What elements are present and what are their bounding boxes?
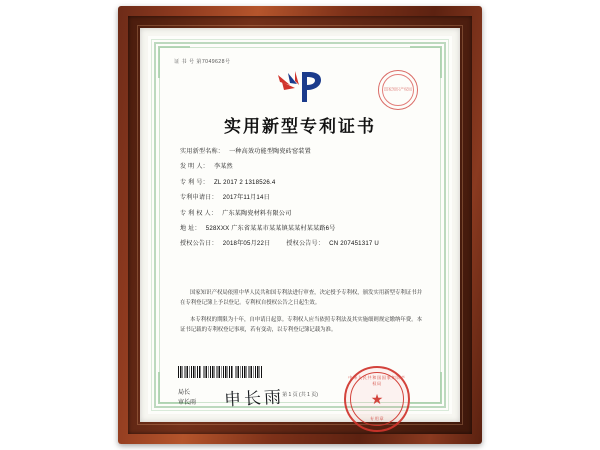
field-value: 528XXX 广东省某某市某某镇某某村某某路6号 [205, 225, 336, 233]
field-value: 广东某陶瓷材料有限公司 [222, 209, 292, 217]
seal-arc-text: 中华人民共和国国家知识产权局 [348, 375, 406, 386]
handwritten-signature: 申长雨 [223, 387, 285, 411]
page-footer: 第 1 页 (共 1 页) [282, 392, 318, 398]
field-row-grant-announcement [180, 240, 422, 248]
wooden-frame [118, 6, 482, 444]
field-label-grant-date: 授权公告日： [180, 240, 218, 248]
signature-title-line-1: 局长 [178, 390, 191, 396]
body-text [180, 288, 422, 342]
corner-ornament-top-right [410, 46, 442, 78]
field-label-grant-number: 授权公告号： [286, 240, 325, 248]
field-label: 地 址： [180, 225, 201, 233]
field-row-utility-model-name [180, 148, 422, 156]
field-label: 专 利 权 人： [180, 209, 218, 217]
field-value-grant-date: 2018年05月22日 [222, 240, 271, 248]
field-row-inventor [180, 163, 422, 171]
field-row-patentee [180, 210, 422, 218]
field-value: 2017年11月14日 [222, 194, 270, 202]
body-paragraph-1: 国家知识产权局依照中华人民共和国专利法进行审查，决定授予专利权，颁发实用新型专利证书并在专利登记簿上予以登记。专利权自授权公告之日起生效。 [180, 290, 422, 306]
star-icon: ★ [370, 391, 384, 407]
field-row-application-date [180, 194, 422, 202]
field-label: 专 利 号： [180, 178, 209, 186]
page-title: 实用新型专利证书 [224, 117, 376, 137]
field-label: 实用新型名称： [180, 148, 225, 155]
document-barcode [178, 366, 262, 378]
field-label: 专利申请日： [180, 194, 218, 202]
field-label: 发 明 人： [180, 163, 209, 171]
body-paragraph-2: 本专利权的期限为十年，自申请日起算。专利权人应当依照专利法及其实施细则规定缴纳年费。本证书记载的专利权登记事项，若有变动，以专利登记簿记载为准。 [180, 317, 422, 333]
field-value-grant-number: CN 207451317 U [329, 240, 380, 248]
corner-ornament-bottom-right [410, 372, 442, 404]
round-red-stamp-top [378, 70, 418, 110]
field-row-address [180, 225, 422, 233]
field-value: 李某然 [213, 163, 233, 171]
field-value: 一种高效功能型陶瓷砖窑装置 [229, 148, 311, 155]
signature-title-line-2: 审长雨 [178, 400, 197, 407]
frame-mat [140, 28, 460, 422]
field-row-patent-number [180, 179, 422, 187]
seal-bottom-text: 专用章 [369, 416, 385, 421]
fields-list [180, 148, 422, 256]
certificate-paper [148, 36, 452, 421]
round-red-official-seal [344, 366, 410, 432]
certificate-number: 证 书 号 第7049628号 [174, 59, 231, 65]
field-value: ZL 2017 2 1318526.4 [213, 178, 276, 186]
patent-office-logo-icon [273, 70, 327, 104]
stamp-top-text: 国家知识产权局 [384, 86, 412, 92]
